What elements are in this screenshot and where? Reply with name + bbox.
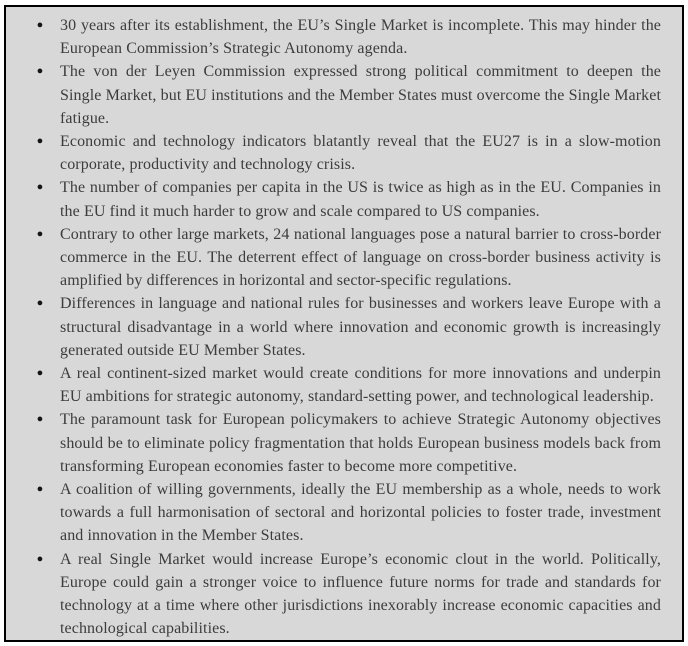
takeaways-box [4,5,684,642]
bullet-text: Differences in language and national rules for businesses and workers leave Europe with a structural disadvantage in a world where innovation and economic growth is increasingly generated outside EU Member States. [60,295,661,359]
list-item [20,14,661,60]
list-item [20,408,661,478]
bullet-text: A real Single Market would increase Europe’s economic clout in the world. Politically, Europe could gain a stronger voice to influence future norms for trade and standards for technology at a time where other jurisdictions inexorably increase economic capacities and technological capabilities. [60,550,661,638]
bullet-icon: ● [36,552,44,565]
bullet-text: 30 years after its establishment, the EU’s Single Market is incomplete. This may hinder the European Commission’s Strategic Autonomy agenda. [60,17,661,58]
bullet-text: Economic and technology indicators blatantly reveal that the EU27 is in a slow-motion corporate, productivity and technology crisis. [60,133,661,174]
bullet-icon: ● [36,413,44,426]
bullet-text: A coalition of willing governments, ideally the EU membership as a whole, needs to work towards a full harmonisation of sectoral and horizontal policies to foster trade, investment and innovation in the Member States. [60,481,661,545]
bullet-icon: ● [36,367,44,380]
bullet-text: The paramount task for European policymakers to achieve Strategic Autonomy objectives should be to eliminate policy fragmentation that holds European business models back from transforming European economies faster to become more competitive. [60,411,661,475]
bullet-icon: ● [36,181,44,194]
list-item [20,223,661,293]
bullet-list [20,14,661,640]
bullet-icon: ● [36,65,44,78]
bullet-icon: ● [36,19,44,31]
bullet-icon: ● [36,135,44,148]
list-item [20,130,661,176]
bullet-text: A real continent-sized market would create conditions for more innovations and underpin EU ambitions for strategic autonomy, standard-setting power, and technological leadership. [60,365,661,406]
bullet-icon: ● [36,483,44,496]
list-item [20,176,661,222]
list-item [20,292,661,362]
bullet-text: The von der Leyen Commission expressed strong political commitment to deepen the Single Market, but EU institutions and the Member States must overcome the Single Market fatigue. [60,63,661,127]
bullet-icon: ● [36,227,44,240]
list-item [20,548,661,641]
bullet-icon: ● [36,297,44,310]
list-item [20,60,661,130]
list-item [20,478,661,548]
list-item [20,362,661,408]
bullet-text: Contrary to other large markets, 24 national languages pose a natural barrier to cross-border commerce in the EU. The deterrent effect of language on cross-border business activity is amplified by differences in horizontal and sector-specific regulations. [60,225,661,290]
bullet-text: The number of companies per capita in the US is twice as high as in the EU. Companies in the EU find it much harder to grow and scale compared to US companies. [60,179,661,220]
